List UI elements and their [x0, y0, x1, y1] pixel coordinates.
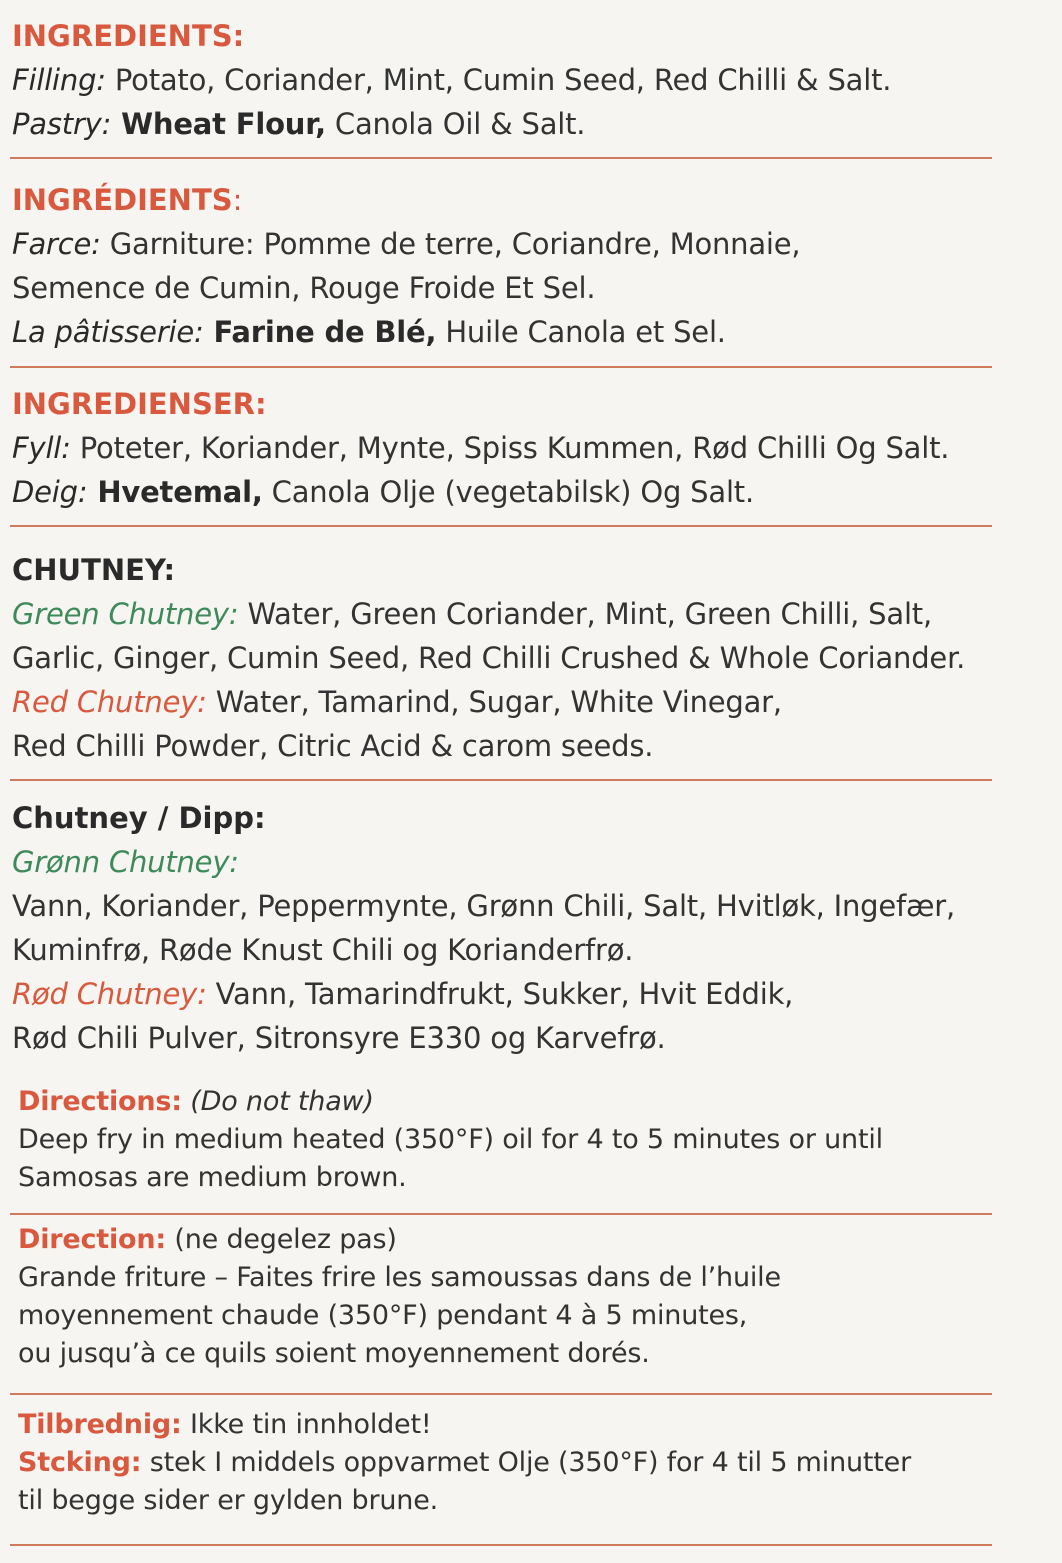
ingredients-fr-section — [12, 178, 1052, 354]
divider — [10, 1544, 992, 1546]
tilbredning-text: Ikke tin innholdet! — [181, 1409, 432, 1440]
directions-fr-heading — [18, 1221, 1058, 1259]
red-chutney-text: Water, Tamarind, Sugar, White Vinegar, — [206, 685, 782, 719]
pastry-label: Pastry: — [12, 107, 112, 141]
farce-text: Garniture: Pomme de terre, Coriandre, Monnaie, — [100, 227, 801, 261]
deig-line — [12, 470, 1052, 514]
pastry-text: Canola Oil & Salt. — [325, 107, 586, 141]
red-chutney-line-2: Red Chilli Powder, Citric Acid & carom seeds. — [12, 729, 654, 763]
fyll-label: Fyll: — [12, 431, 71, 465]
red-chutney-label: Red Chutney: — [12, 685, 207, 719]
deig-label: Deig: — [12, 475, 88, 509]
divider — [10, 1393, 992, 1395]
directions-fr-label: Direction: — [18, 1224, 167, 1255]
directions-en-note: (Do not thaw) — [181, 1086, 374, 1117]
directions-no-section — [18, 1406, 1058, 1520]
gronn-chutney-line-2: Kuminfrø, Røde Knust Chili og Korianderfrø. — [12, 933, 634, 967]
farce-line-2: Semence de Cumin, Rouge Froide Et Sel. — [12, 271, 596, 305]
fyll-line — [12, 426, 1052, 470]
ingredients-fr-heading-text: INGRÉDIENTS — [12, 183, 233, 217]
directions-fr-line-3: ou jusqu’à ce quils soient moyennement dorés. — [18, 1338, 650, 1369]
farce-label: Farce: — [12, 227, 101, 261]
chutney-en-heading: CHUTNEY: — [12, 553, 176, 587]
directions-fr-note: (ne degelez pas) — [166, 1224, 397, 1255]
deig-text: Canola Olje (vegetabilsk) Og Salt. — [262, 475, 754, 509]
directions-en-label: Directions: — [18, 1086, 182, 1117]
divider — [10, 157, 992, 159]
patisserie-line — [12, 310, 1052, 354]
divider — [10, 366, 992, 368]
rod-chutney-text: Vann, Tamarindfrukt, Sukker, Hvit Eddik, — [206, 977, 794, 1011]
filling-label: Filling: — [12, 63, 106, 97]
red-chutney-line — [12, 680, 1052, 724]
tilbredning-label: Tilbrednig: — [18, 1409, 182, 1440]
directions-fr-section — [18, 1221, 1058, 1373]
patisserie-label: La pâtisserie: — [12, 315, 204, 349]
green-chutney-text: Water, Green Coriander, Mint, Green Chilli, Salt, — [238, 597, 932, 631]
green-chutney-label: Green Chutney: — [12, 597, 239, 631]
divider — [10, 1213, 992, 1215]
rod-chutney-line-2: Rød Chili Pulver, Sitronsyre E330 og Karvefrø. — [12, 1021, 666, 1055]
divider — [10, 525, 992, 527]
steking-label: Stcking: — [18, 1447, 142, 1478]
ingredients-no-heading: INGREDIENSER: — [12, 387, 267, 421]
ingredients-no-section — [12, 382, 1052, 514]
directions-fr-line-2: moyennement chaude (350°F) pendant 4 à 5 minutes, — [18, 1300, 748, 1331]
ingredients-fr-heading-colon: : — [232, 183, 243, 217]
green-chutney-line-2: Garlic, Ginger, Cumin Seed, Red Chilli Crushed & Whole Coriander. — [12, 641, 966, 675]
rod-chutney-label: Rød Chutney: — [12, 977, 207, 1011]
fyll-text: Poteter, Koriander, Mynte, Spiss Kummen, Rød Chilli Og Salt. — [70, 431, 950, 465]
deig-bold: Hvetemal, — [87, 475, 263, 509]
directions-en-line-2: Samosas are medium brown. — [18, 1162, 407, 1193]
chutney-no-heading: Chutney / Dipp: — [12, 801, 266, 835]
rod-chutney-line — [12, 972, 1052, 1016]
gronn-chutney-line: Vann, Koriander, Peppermynte, Grønn Chili, Salt, Hvitløk, Ingefær, — [12, 889, 956, 923]
steking-text: stek I middels oppvarmet Olje (350°F) for 4 til 5 minutter — [141, 1447, 911, 1478]
chutney-en-section — [12, 548, 1052, 768]
pastry-bold: Wheat Flour, — [111, 107, 326, 141]
patisserie-text: Huile Canola et Sel. — [436, 315, 726, 349]
gronn-chutney-label: Grønn Chutney: — [12, 845, 239, 879]
ingredients-en-heading: INGREDIENTS: — [12, 19, 245, 53]
farce-line — [12, 222, 1052, 266]
ingredients-fr-heading — [12, 178, 1052, 222]
green-chutney-line — [12, 592, 1052, 636]
chutney-no-section — [12, 796, 1052, 1060]
patisserie-bold: Farine de Blé, — [203, 315, 437, 349]
directions-en-heading — [18, 1083, 1058, 1121]
divider — [10, 779, 992, 781]
tilbredning-line — [18, 1406, 1058, 1444]
filling-line — [12, 58, 1052, 102]
directions-en-section — [18, 1083, 1058, 1197]
directions-fr-line: Grande friture – Faites frire les samoussas dans de l’huile — [18, 1262, 781, 1293]
steking-line-2: til begge sider er gylden brune. — [18, 1485, 439, 1516]
filling-text: Potato, Coriander, Mint, Cumin Seed, Red Chilli & Salt. — [105, 63, 892, 97]
ingredients-en-section — [12, 14, 1052, 146]
directions-en-line: Deep fry in medium heated (350°F) oil for 4 to 5 minutes or until — [18, 1124, 883, 1155]
gronn-chutney-label-line — [12, 840, 1052, 884]
steking-line — [18, 1444, 1058, 1482]
pastry-line — [12, 102, 1052, 146]
